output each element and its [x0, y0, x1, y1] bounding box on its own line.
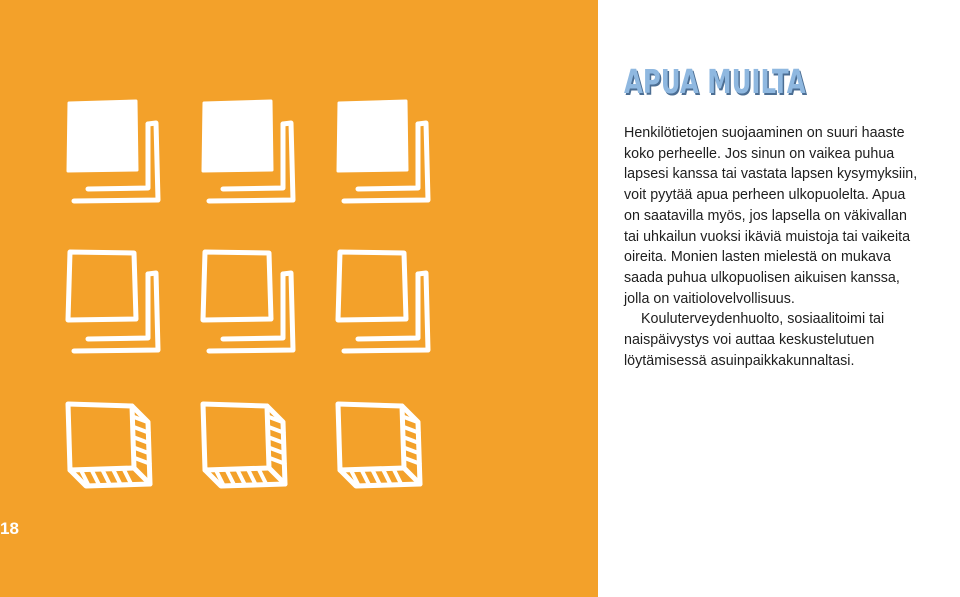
text-panel — [598, 0, 960, 597]
paragraph-1 — [624, 123, 960, 309]
text-line: Henkilötietojen suojaaminen on suuri haaste — [624, 125, 905, 141]
filled-square-icon — [203, 101, 293, 201]
text-line: on saatavilla myös, jos lapsella on väkivallan — [624, 207, 907, 224]
text-line: oireita. Monien lasten mielestä on mukava — [624, 249, 892, 266]
text-line: jolla on vaitiolovelvollisuus. — [624, 290, 795, 307]
text-line: tai uhkailun vuoksi ikäviä muistoja tai vaikeita — [624, 228, 911, 245]
paragraph-2 — [624, 309, 960, 371]
page-number: 18 — [0, 519, 19, 538]
outline-square-icon — [68, 252, 158, 351]
cube-icon — [68, 404, 150, 486]
text-line: saada puhua ulkopuolisen aikuisen kanssa, — [624, 269, 900, 286]
cube-icon — [203, 404, 285, 486]
text-line: naispäivystys voi auttaa keskustelutuen — [624, 332, 875, 349]
text-line: voit pyytää apua perheen ulkopuolelta. Apua — [624, 187, 906, 204]
text-line: löytämisessä asuinpaikkakunnaltasi. — [624, 352, 855, 369]
cube-icon — [338, 404, 420, 486]
text-line: lapsesi kanssa tai vastata lapsen kysymyksiin, — [624, 166, 918, 183]
page-title: APUA MUILTA — [624, 62, 806, 101]
filled-square-icon — [68, 101, 158, 201]
filled-square-icon — [338, 101, 428, 201]
article-body — [624, 123, 960, 371]
text-line: koko perheelle. Jos sinun on vaikea puhua — [624, 145, 895, 162]
outline-square-icon — [203, 252, 293, 351]
text-line: Kouluterveydenhuolto, sosiaalitoimi tai — [641, 311, 885, 328]
outline-square-icon — [338, 252, 428, 351]
